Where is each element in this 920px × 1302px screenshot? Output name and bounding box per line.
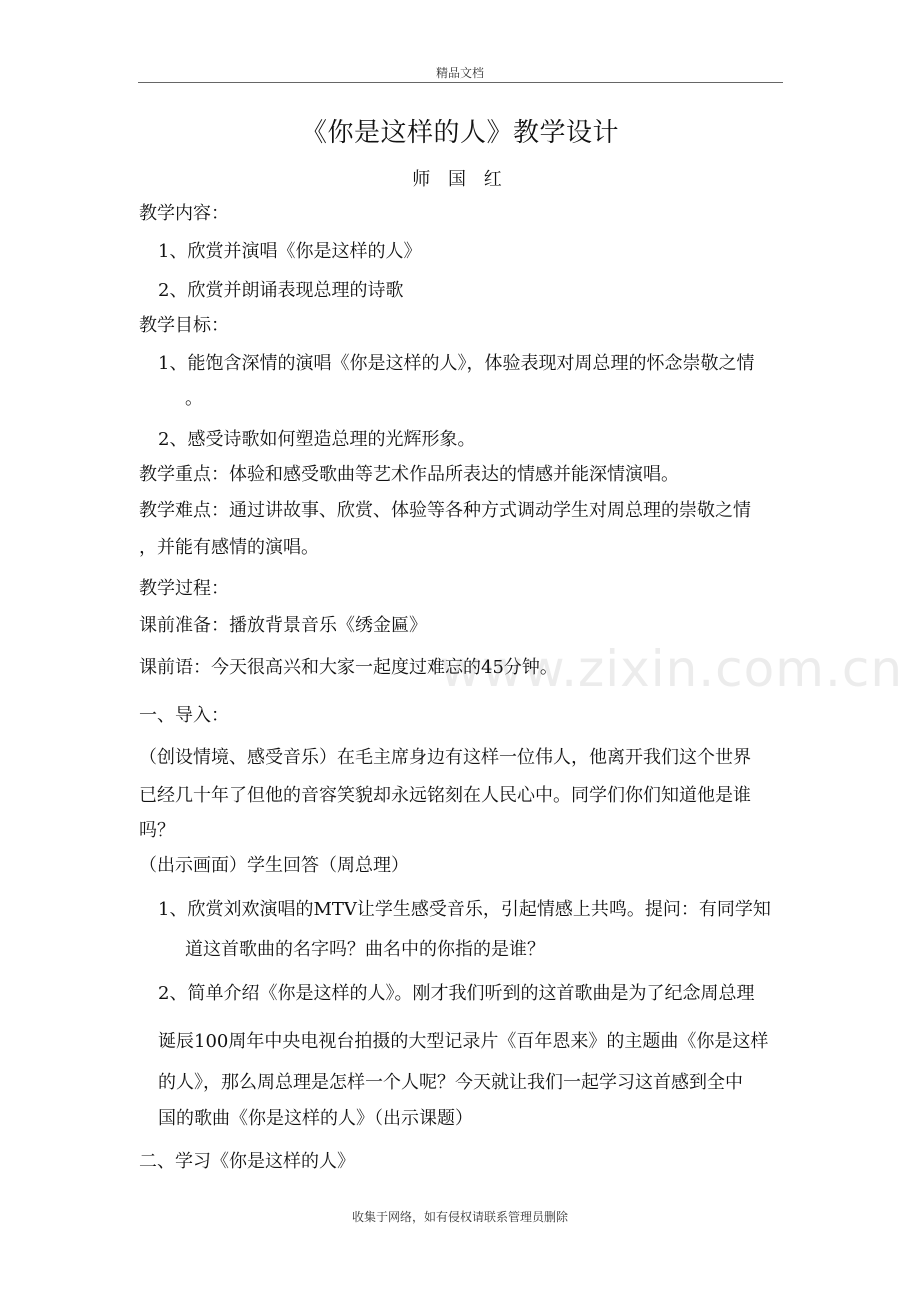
- page-footer: 收集于网络，如有侵权请联系管理员删除: [351, 1210, 568, 1224]
- author-name: 师 国 红: [412, 169, 508, 190]
- teaching-difficulty-continued: ，并能有感情的演唱。: [139, 537, 319, 558]
- section-heading-learning: 二、学习《你是这样的人》: [139, 1151, 355, 1172]
- content-item-1: 1、欣赏并演唱《你是这样的人》: [158, 241, 422, 262]
- watermark: www.zixin.com.cn: [440, 640, 904, 698]
- intro-item-2: 2、简单介绍《你是这样的人》。刚才我们听到的这首歌曲是为了纪念周总理: [158, 983, 755, 1004]
- document-title: 《你是这样的人》教学设计: [300, 118, 619, 148]
- paragraph-line: 已经几十年了但他的音容笑貌却永远铭刻在人民心中。同学们你们知道他是谁: [139, 785, 751, 806]
- paragraph-line: （出示画面）学生回答（周总理）: [139, 855, 409, 876]
- pre-class-preparation: 课前准备：播放背景音乐《绣金匾》: [139, 615, 427, 636]
- intro-item-2-continued: 的人》，那么周总理是怎样一个人呢？今天就让我们一起学习这首感到全中: [158, 1072, 743, 1093]
- teaching-difficulty: 教学难点：通过讲故事、欣赏、体验等各种方式调动学生对周总理的崇敬之情: [139, 500, 751, 521]
- paragraph-line: （创设情境、感受音乐）在毛主席身边有这样一位伟人，他离开我们这个世界: [139, 747, 751, 768]
- section-heading-objectives: 教学目标：: [139, 315, 229, 336]
- objective-item-1-continued: 。: [185, 388, 203, 409]
- paragraph-line: 吗？: [139, 820, 175, 841]
- objective-item-2: 2、感受诗歌如何塑造总理的光辉形象。: [158, 429, 476, 450]
- section-heading-introduction: 一、导入：: [139, 705, 229, 726]
- page-header: 精品文档: [435, 66, 484, 80]
- pre-class-remarks: 课前语：今天很高兴和大家一起度过难忘的45分钟。: [139, 657, 558, 678]
- section-heading-process: 教学过程：: [139, 578, 229, 599]
- section-heading-content: 教学内容：: [139, 203, 229, 224]
- objective-item-1: 1、能饱含深情的演唱《你是这样的人》，体验表现对周总理的怀念崇敬之情: [158, 353, 755, 374]
- intro-item-1: 1、欣赏刘欢演唱的MTV让学生感受音乐，引起情感上共鸣。提问：有同学知: [158, 899, 771, 920]
- intro-item-1-continued: 道这首歌曲的名字吗？曲名中的你指的是谁？: [185, 939, 545, 960]
- intro-item-2-continued: 诞辰100周年中央电视台拍摄的大型记录片《百年恩来》的主题曲《你是这样: [158, 1031, 769, 1052]
- header-divider: [138, 82, 783, 83]
- teaching-focus: 教学重点：体验和感受歌曲等艺术作品所表达的情感并能深情演唱。: [139, 464, 679, 485]
- content-item-2: 2、欣赏并朗诵表现总理的诗歌: [158, 280, 404, 301]
- intro-item-2-continued: 国的歌曲《你是这样的人》（出示课题）: [158, 1108, 473, 1129]
